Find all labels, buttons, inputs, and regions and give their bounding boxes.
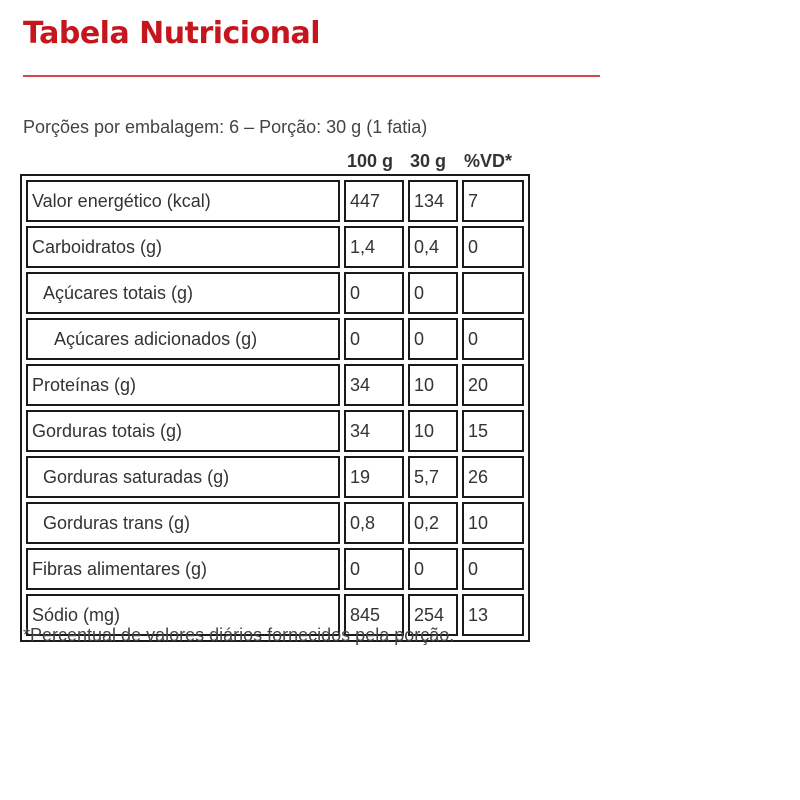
nutrient-label: Gorduras saturadas (g) — [26, 456, 340, 498]
nutrient-label: Carboidratos (g) — [26, 226, 340, 268]
value-portion: 0,4 — [408, 226, 458, 268]
nutrition-row — [26, 318, 524, 360]
value-100g: 0 — [344, 318, 404, 360]
servings-info: Porções por embalagem: 6 – Porção: 30 g (1 fatia) — [23, 117, 428, 137]
nutrition-row — [26, 548, 524, 590]
value-100g: 845 — [344, 594, 404, 636]
value-100g: 0 — [344, 548, 404, 590]
value-portion: 0 — [408, 548, 458, 590]
value-100g: 34 — [344, 364, 404, 406]
value-portion: 10 — [408, 410, 458, 452]
value-daily-percent: 20 — [462, 364, 524, 406]
value-daily-percent: 26 — [462, 456, 524, 498]
value-portion: 10 — [408, 364, 458, 406]
nutrition-row — [26, 364, 524, 406]
nutrient-label: Açúcares totais (g) — [26, 272, 340, 314]
footnote: *Percentual de valores diários fornecidos pela porção. — [23, 625, 455, 645]
nutrition-row — [26, 180, 524, 222]
nutrient-label: Proteínas (g) — [26, 364, 340, 406]
value-daily-percent: 0 — [462, 226, 524, 268]
nutrition-row — [26, 410, 524, 452]
value-portion: 0 — [408, 272, 458, 314]
page-title: Tabela Nutricional — [23, 16, 321, 51]
value-portion: 134 — [408, 180, 458, 222]
nutrition-row — [26, 272, 524, 314]
nutrition-row — [26, 226, 524, 268]
value-portion: 5,7 — [408, 456, 458, 498]
column-header-100g: 100 g — [347, 151, 394, 171]
value-100g: 19 — [344, 456, 404, 498]
value-100g: 1,4 — [344, 226, 404, 268]
nutrition-row — [26, 456, 524, 498]
nutrient-label: Sódio (mg) — [26, 594, 340, 636]
value-daily-percent: 7 — [462, 180, 524, 222]
column-header-daily-value: %VD* — [464, 151, 513, 171]
value-100g: 34 — [344, 410, 404, 452]
value-100g: 0,8 — [344, 502, 404, 544]
value-daily-percent — [462, 272, 524, 314]
value-daily-percent: 13 — [462, 594, 524, 636]
value-daily-percent: 15 — [462, 410, 524, 452]
nutrition-row — [26, 502, 524, 544]
value-daily-percent: 10 — [462, 502, 524, 544]
value-portion: 254 — [408, 594, 458, 636]
nutrient-label: Gorduras totais (g) — [26, 410, 340, 452]
nutrition-table — [20, 174, 530, 642]
title-divider — [23, 75, 600, 77]
nutrient-label: Açúcares adicionados (g) — [26, 318, 340, 360]
nutrient-label: Gorduras trans (g) — [26, 502, 340, 544]
value-portion: 0 — [408, 318, 458, 360]
nutrient-label: Fibras alimentares (g) — [26, 548, 340, 590]
column-header-portion: 30 g — [410, 151, 447, 171]
nutrition-table-body — [26, 180, 524, 636]
value-100g: 447 — [344, 180, 404, 222]
value-daily-percent: 0 — [462, 318, 524, 360]
column-headers — [0, 148, 600, 174]
nutrient-label: Valor energético (kcal) — [26, 180, 340, 222]
value-100g: 0 — [344, 272, 404, 314]
value-portion: 0,2 — [408, 502, 458, 544]
value-daily-percent: 0 — [462, 548, 524, 590]
